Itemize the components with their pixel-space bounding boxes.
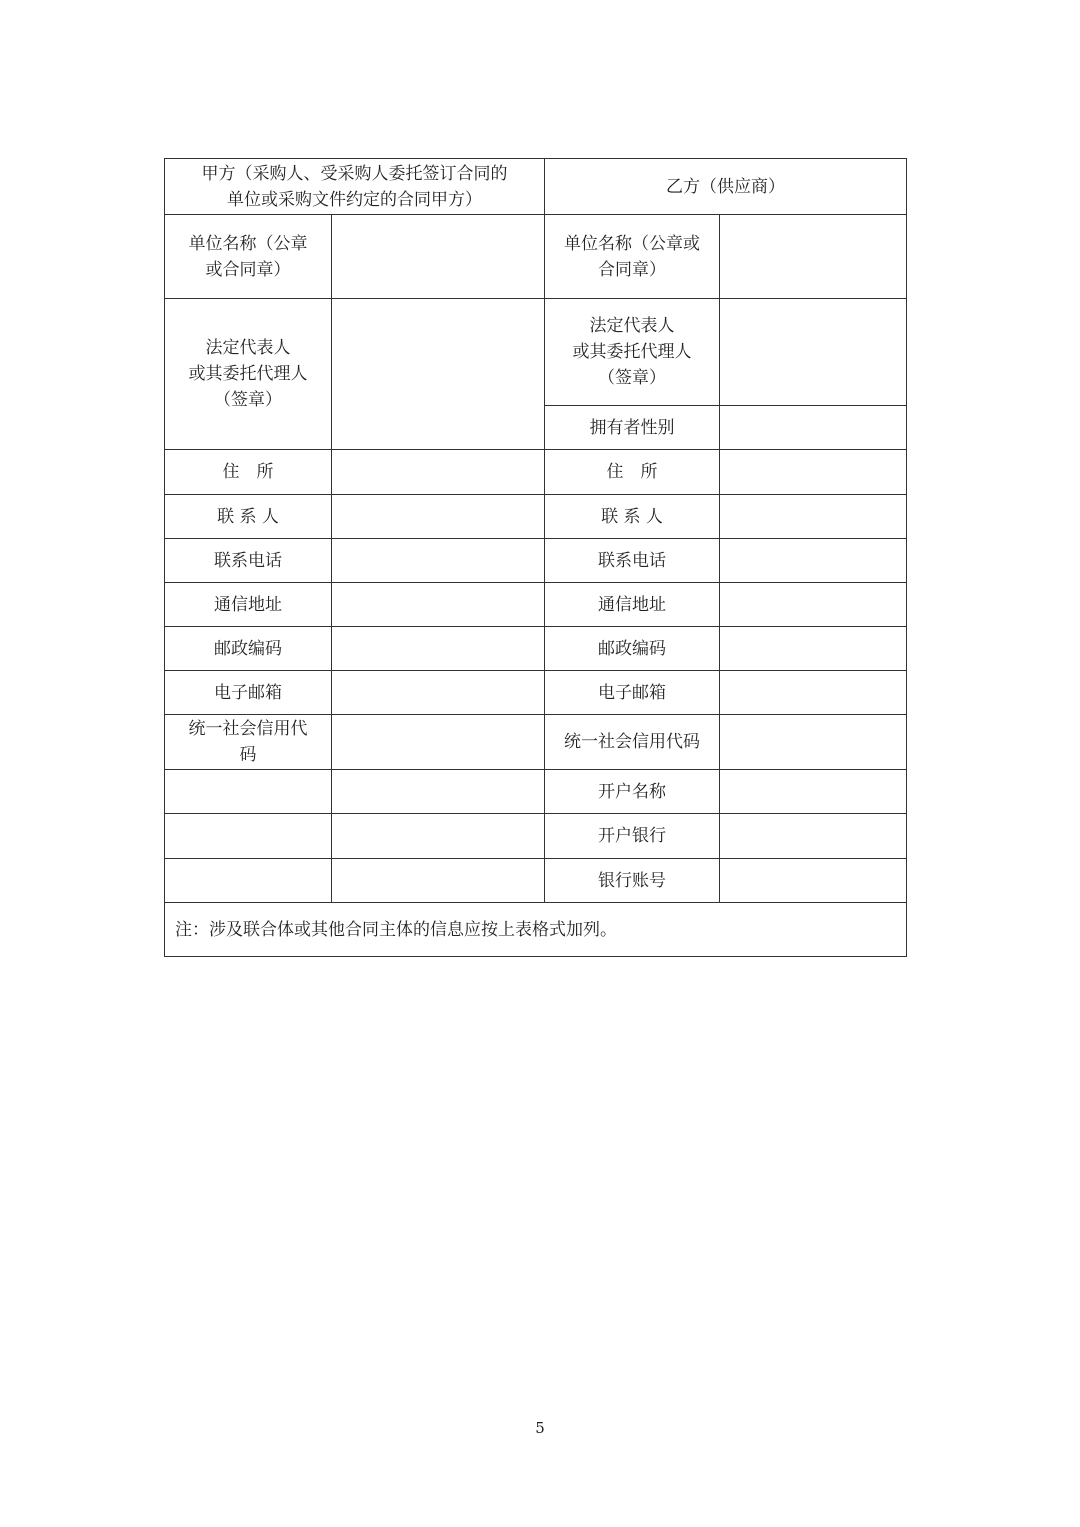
- party-a-credit-code-value: [332, 715, 545, 770]
- party-a-empty-cell: [165, 859, 332, 903]
- table-row: [165, 215, 907, 299]
- party-a-address-value: [332, 450, 545, 495]
- party-b-mail-address-value: [720, 583, 907, 627]
- party-b-phone-label: 联系电话: [545, 539, 720, 583]
- party-b-unit-name-label: 单位名称（公章或 合同章）: [545, 215, 720, 299]
- party-a-contact-label: 联 系 人: [165, 495, 332, 539]
- page-number: 5: [535, 1419, 545, 1437]
- party-b-mail-address-label: 通信地址: [545, 583, 720, 627]
- party-b-email-label: 电子邮箱: [545, 671, 720, 715]
- party-a-contact-value: [332, 495, 545, 539]
- party-b-owner-gender-label: 拥有者性别: [545, 406, 720, 450]
- party-a-empty-cell: [165, 770, 332, 814]
- party-b-account-number-value: [720, 859, 907, 903]
- party-b-account-number-label: 银行账号: [545, 859, 720, 903]
- contract-parties-table: [164, 158, 907, 957]
- table-row: [165, 299, 907, 406]
- party-a-empty-cell: [165, 814, 332, 859]
- party-b-legal-rep-label: 法定代表人 或其委托代理人 （签章）: [545, 299, 720, 406]
- party-a-header: 甲方（采购人、受采购人委托签订合同的 单位或采购文件约定的合同甲方）: [165, 159, 545, 215]
- table-row: [165, 583, 907, 627]
- party-a-email-value: [332, 671, 545, 715]
- table-row: [165, 495, 907, 539]
- table-row: [165, 903, 907, 957]
- party-a-empty-cell: [332, 859, 545, 903]
- table-row: [165, 814, 907, 859]
- party-b-legal-rep-value: [720, 299, 907, 406]
- table-row: [165, 671, 907, 715]
- party-b-contact-label: 联 系 人: [545, 495, 720, 539]
- party-b-address-label: 住 所: [545, 450, 720, 495]
- party-a-unit-name-value: [332, 215, 545, 299]
- table-row: [165, 859, 907, 903]
- party-a-postcode-value: [332, 627, 545, 671]
- table-row: [165, 715, 907, 770]
- party-a-unit-name-label: 单位名称（公章 或合同章）: [165, 215, 332, 299]
- table-note: 注：涉及联合体或其他合同主体的信息应按上表格式加列。: [165, 903, 907, 957]
- party-a-phone-value: [332, 539, 545, 583]
- party-b-unit-name-value: [720, 215, 907, 299]
- table-row: [165, 450, 907, 495]
- party-b-owner-gender-value: [720, 406, 907, 450]
- party-b-postcode-value: [720, 627, 907, 671]
- party-a-legal-rep-value: [332, 299, 545, 450]
- party-b-bank-value: [720, 814, 907, 859]
- party-b-phone-value: [720, 539, 907, 583]
- party-a-legal-rep-label: 法定代表人 或其委托代理人 （签章）: [165, 299, 332, 450]
- party-b-header: 乙方（供应商）: [545, 159, 907, 215]
- party-a-email-label: 电子邮箱: [165, 671, 332, 715]
- party-a-credit-code-label: 统一社会信用代 码: [165, 715, 332, 770]
- party-a-mail-address-label: 通信地址: [165, 583, 332, 627]
- party-b-address-value: [720, 450, 907, 495]
- table-row: [165, 539, 907, 583]
- party-a-address-label: 住 所: [165, 450, 332, 495]
- party-a-mail-address-value: [332, 583, 545, 627]
- party-b-contact-value: [720, 495, 907, 539]
- party-b-account-name-label: 开户名称: [545, 770, 720, 814]
- party-b-email-value: [720, 671, 907, 715]
- party-a-empty-cell: [332, 814, 545, 859]
- party-b-bank-label: 开户银行: [545, 814, 720, 859]
- party-b-credit-code-label: 统一社会信用代码: [545, 715, 720, 770]
- table-row: [165, 770, 907, 814]
- party-b-account-name-value: [720, 770, 907, 814]
- table-row: [165, 627, 907, 671]
- table-row: [165, 159, 907, 215]
- party-a-postcode-label: 邮政编码: [165, 627, 332, 671]
- party-a-phone-label: 联系电话: [165, 539, 332, 583]
- party-a-empty-cell: [332, 770, 545, 814]
- party-b-credit-code-value: [720, 715, 907, 770]
- party-b-postcode-label: 邮政编码: [545, 627, 720, 671]
